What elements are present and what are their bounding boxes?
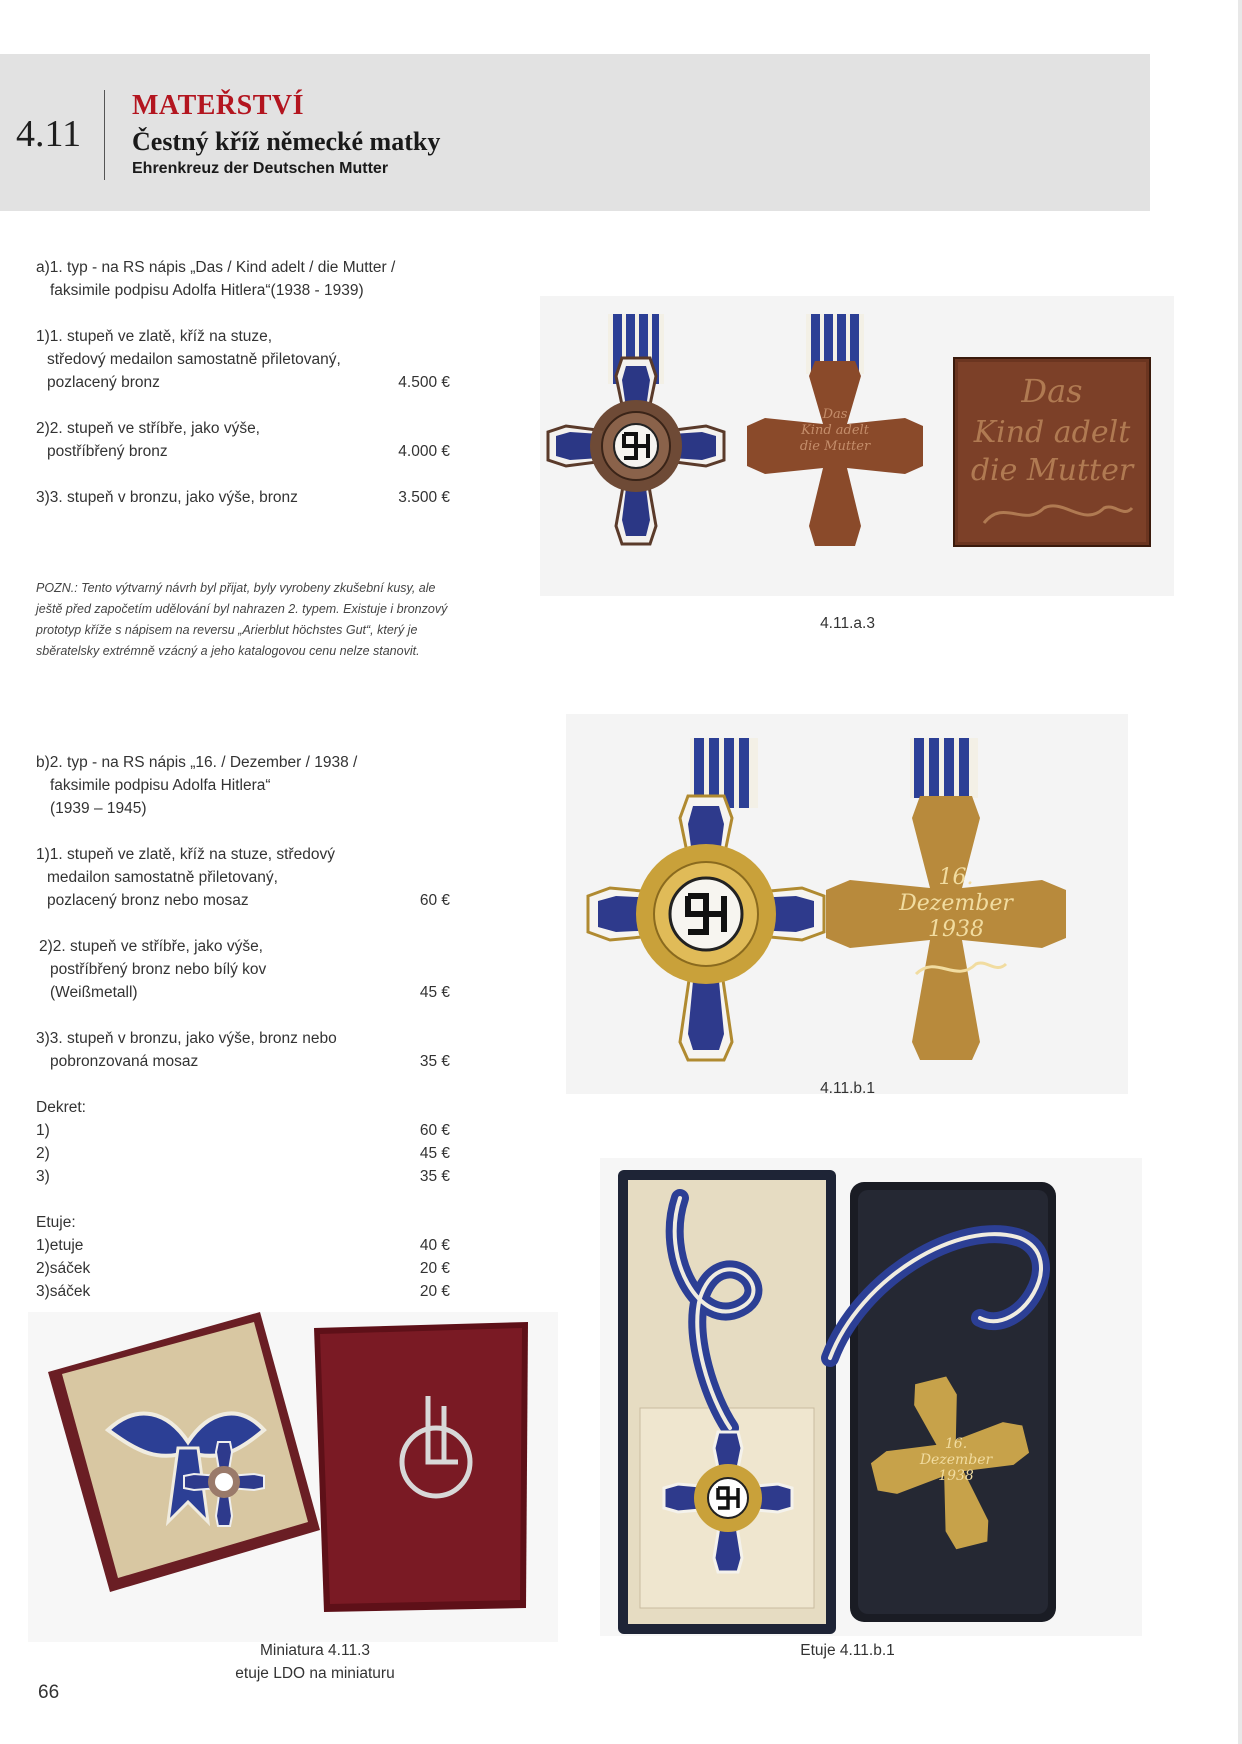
- section-b-heading-line1: b)2. typ - na RS nápis „16. / Dezember / 1938 /: [36, 754, 358, 771]
- etuje-1-label: 1)etuje: [36, 1237, 84, 1254]
- item-b2-price: 45 €: [419, 984, 450, 1001]
- dekret-1-price: 60 €: [419, 1122, 450, 1139]
- caption-case: Etuje 4.11.b.1: [800, 1642, 895, 1659]
- item-a2-line1: 2)2. stupeň ve stříbře, jako výše,: [36, 420, 260, 437]
- cross-obverse-icon: [548, 358, 724, 544]
- section-subtitle: Čestný kříž německé matky: [132, 127, 441, 156]
- b1-inscription-1: 16.: [938, 865, 974, 890]
- photo-miniature-case: [28, 1312, 558, 1642]
- section-a-note: POZN.: Tento výtvarný návrh byl přijat, byly vyrobeny zkušební kusy, ale ještě před započetím udělování byl nahrazen 2. typem. Existuje i bronzový prototyp kříže s nápisem na reversu „Arierblut höchstes Gut“, který je sběratelsky extrémně vzácný a jeho katalogovou cenu nelze stanovit.: [36, 581, 448, 658]
- item-a1-line3: pozlacený bronz: [47, 374, 160, 391]
- section-a-heading-line1: a)1. typ - na RS nápis „Das / Kind adelt / die Mutter /: [36, 259, 396, 276]
- detail-inscription-1: Das: [1021, 372, 1083, 410]
- item-a2-price: 4.000 €: [398, 443, 450, 460]
- dekret-2-price: 45 €: [419, 1145, 450, 1162]
- reverse-inscription-2: Kind adelt: [801, 423, 869, 438]
- item-b3-price: 35 €: [419, 1053, 450, 1070]
- photo-cross-b1: [566, 714, 1128, 1094]
- case-inscription-1: 16.: [944, 1436, 968, 1452]
- detail-inscription-2: Kind adelt: [973, 415, 1131, 450]
- item-b1-line3: pozlacený bronz nebo mosaz: [47, 892, 249, 909]
- item-a1-line2: středový medailon samostatně přiletovaný,: [47, 351, 341, 368]
- photo-cross-a3: [540, 296, 1174, 596]
- item-b3-line1: 3)3. stupeň v bronzu, jako výše, bronz nebo: [36, 1030, 337, 1047]
- item-b1-line2: medailon samostatně přiletovaný,: [47, 869, 278, 886]
- reverse-inscription-1: Das: [822, 407, 848, 422]
- section-german-title: Ehrenkreuz der Deutschen Mutter: [132, 160, 389, 177]
- item-a1-line1: 1)1. stupeň ve zlatě, kříž na stuze,: [36, 328, 273, 345]
- page-edge-rule: [1238, 0, 1242, 1744]
- dekret-3-price: 35 €: [419, 1168, 450, 1185]
- dekret-3-label: 3): [36, 1168, 50, 1185]
- etuje-3-label: 3)sáček: [36, 1283, 91, 1300]
- etuje-3-price: 20 €: [419, 1283, 450, 1300]
- item-b1-line1: 1)1. stupeň ve zlatě, kříž na stuze, středový: [36, 846, 335, 863]
- section-number: 4.11: [16, 113, 82, 155]
- b1-inscription-2: Dezember: [899, 891, 1013, 916]
- reverse-detail-icon: [954, 358, 1150, 546]
- item-b3-line2: pobronzovaná mosaz: [50, 1053, 199, 1070]
- section-b-heading-line2: faksimile podpisu Adolfa Hitlera“: [50, 777, 271, 794]
- item-a3-price: 3.500 €: [398, 489, 450, 506]
- etuje-2-price: 20 €: [419, 1260, 450, 1277]
- header-divider: [104, 90, 105, 180]
- reverse-inscription-3: die Mutter: [799, 439, 871, 454]
- b1-inscription-3: 1938: [928, 917, 984, 942]
- cross-reverse-icon: [747, 361, 923, 546]
- dekret-2-label: 2): [36, 1145, 50, 1162]
- item-b1-price: 60 €: [419, 892, 450, 909]
- case-lid-icon: [314, 1322, 528, 1612]
- caption-mini-line1: Miniatura 4.11.3: [260, 1642, 370, 1659]
- etuje-label: Etuje:: [36, 1214, 76, 1231]
- section-a-heading-line2: faksimile podpisu Adolfa Hitlera“(1938 - 1939): [50, 282, 364, 299]
- item-a3-line1: 3)3. stupeň v bronzu, jako výše, bronz: [36, 489, 298, 506]
- dekret-label: Dekret:: [36, 1099, 86, 1116]
- etuje-2-label: 2)sáček: [36, 1260, 91, 1277]
- case-inscription-2: Dezember: [919, 1452, 993, 1468]
- gold-cross-obverse-icon: [588, 796, 824, 1060]
- dekret-1-label: 1): [36, 1122, 50, 1139]
- item-a1-price: 4.500 €: [398, 374, 450, 391]
- item-b2-line3: (Weißmetall): [50, 984, 138, 1001]
- caption-a3: 4.11.a.3: [820, 615, 875, 632]
- item-a2-line2: postříbřený bronz: [47, 443, 168, 460]
- etuje-1-price: 40 €: [419, 1237, 450, 1254]
- section-b-heading-line3: (1939 – 1945): [50, 800, 147, 817]
- detail-inscription-3: die Mutter: [970, 453, 1134, 488]
- caption-mini-line2: etuje LDO na miniaturu: [235, 1665, 395, 1682]
- photo-case-b1: [600, 1158, 1142, 1636]
- item-b2-line2: postříbřený bronz nebo bílý kov: [50, 961, 267, 978]
- section-title: MATEŘSTVÍ: [132, 90, 305, 121]
- page-number: 66: [38, 1682, 60, 1703]
- gold-cross-reverse-icon: [826, 796, 1066, 1060]
- item-b2-line1: 2)2. stupeň ve stříbře, jako výše,: [39, 938, 263, 955]
- caption-b1: 4.11.b.1: [820, 1080, 875, 1097]
- case-inscription-3: 1938: [938, 1468, 974, 1484]
